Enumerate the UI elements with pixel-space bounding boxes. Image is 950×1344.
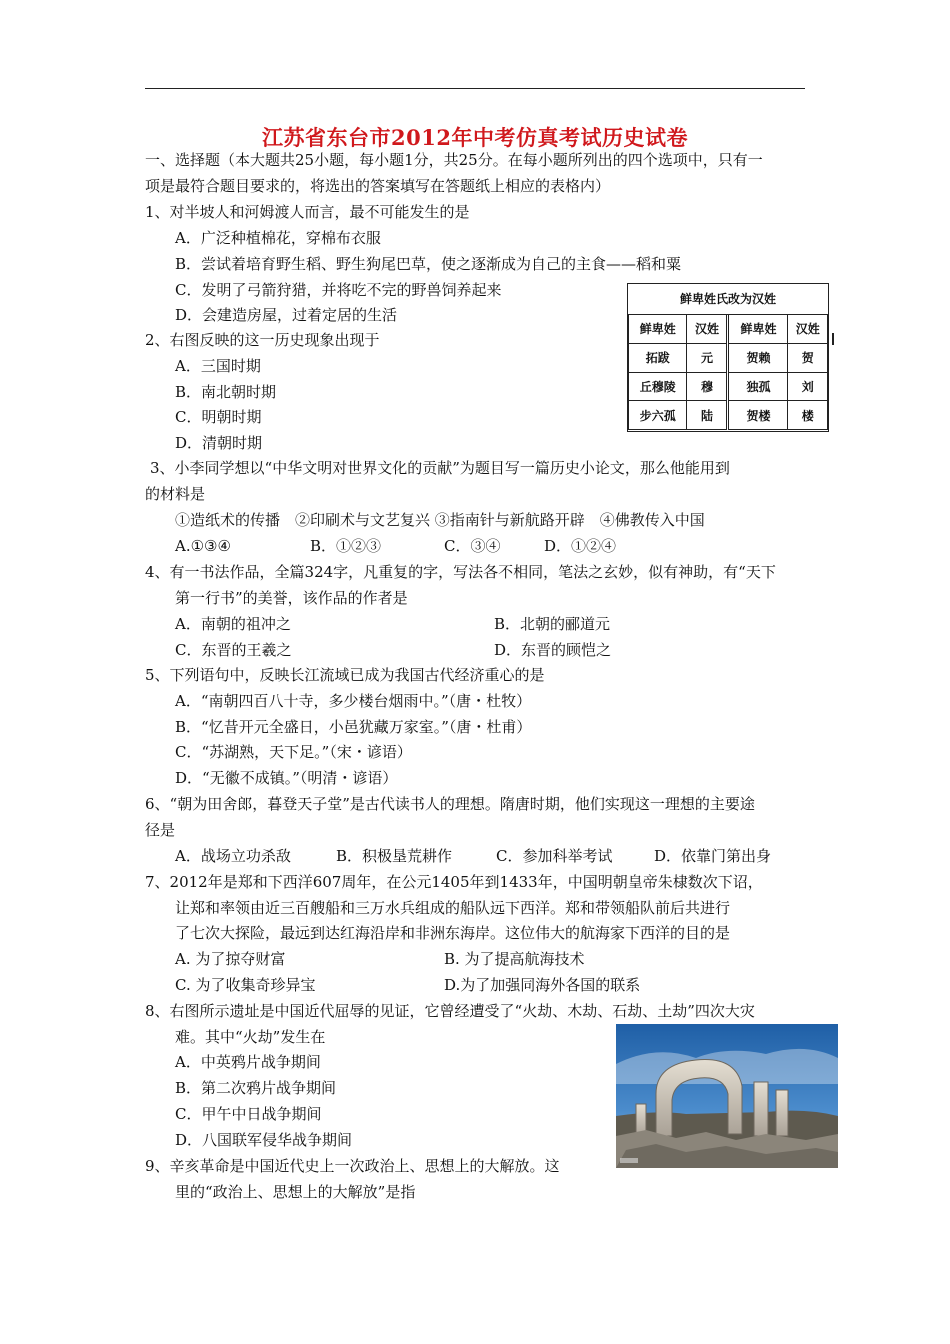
q8-option-b: B．第二次鸦片战争期间 xyxy=(175,1079,337,1097)
table-cell: 独孤 xyxy=(728,372,788,401)
table-cell: 元 xyxy=(687,343,728,372)
q6-option-c: C．参加科举考试 xyxy=(496,847,613,865)
table-cell: 贺 xyxy=(788,343,828,372)
q2-stem: 2、右图反映的这一历史现象出现于 xyxy=(145,331,380,349)
q7-option-d: D.为了加强同海外各国的联系 xyxy=(444,976,641,994)
q2-option-d: D．清朝时期 xyxy=(175,434,263,452)
q7-option-b: B. 为了提高航海技术 xyxy=(444,950,585,968)
q4-option-a: A．南朝的祖冲之 xyxy=(175,615,291,633)
table-header-cell: 汉姓 xyxy=(687,315,728,344)
q1-option-b: B．尝试着培育野生稻、野生狗尾巴草，使之逐渐成为自己的主食——稻和粟 xyxy=(175,255,682,273)
header-rule xyxy=(145,88,805,89)
table-header-cell: 鲜卑姓 xyxy=(728,315,788,344)
q9-stem-line2: 里的“政治上、思想上的大解放”是指 xyxy=(175,1183,416,1201)
table-row xyxy=(629,343,828,372)
section-intro-line1: 一、选择题（本大题共25小题，每小题1分，共25分。在每小题所列出的四个选项中，只有一 xyxy=(145,151,763,169)
q4-stem-line2: 第一行书”的美誉，该作品的作者是 xyxy=(175,589,408,607)
table-header-row xyxy=(629,315,828,344)
table-edge-mark xyxy=(832,333,834,345)
q4-option-c: C．东晋的王羲之 xyxy=(175,641,292,659)
ruins-photo xyxy=(616,1024,838,1168)
q2-option-c: C．明朝时期 xyxy=(175,408,262,426)
q3-option-c: C．③④ xyxy=(444,537,501,555)
q8-option-d: D．八国联军侵华战争期间 xyxy=(175,1131,353,1149)
q6-stem-line2: 径是 xyxy=(145,821,176,839)
table-cell: 步六孤 xyxy=(629,401,687,430)
table-row xyxy=(629,401,828,430)
q5-stem: 5、下列语句中，反映长江流域已成为我国古代经济重心的是 xyxy=(145,666,545,684)
q1-stem: 1、对半坡人和河姆渡人而言，最不可能发生的是 xyxy=(145,203,470,221)
table-header-cell: 鲜卑姓 xyxy=(629,315,687,344)
q7-option-c: C. 为了收集奇珍异宝 xyxy=(175,976,316,994)
q5-option-b: B．“忆昔开元全盛日，小邑犹藏万家室。”（唐・杜甫） xyxy=(175,718,532,736)
q2-option-a: A．三国时期 xyxy=(175,357,261,375)
section-intro-line2: 项是最符合题目要求的，将选出的答案填写在答题纸上相应的表格内） xyxy=(145,177,611,195)
table-row xyxy=(629,372,828,401)
surname-table-title: 鲜卑姓氏改为汉姓 xyxy=(628,284,828,315)
q3-items: ①造纸术的传播 ②印刷术与文艺复兴 ③指南针与新航路开辟 ④佛教传入中国 xyxy=(175,511,705,529)
page-title: 江苏省东台市2012年中考仿真考试历史试卷 xyxy=(262,125,688,150)
q6-stem-line1: 6、“朝为田舍郎，暮登天子堂”是古代读书人的理想。隋唐时期，他们实现这一理想的主要途 xyxy=(145,795,755,813)
surname-table xyxy=(628,314,828,430)
q4-option-b: B．北朝的郦道元 xyxy=(494,615,611,633)
q5-option-d: D．“无徽不成镇。”（明清・谚语） xyxy=(175,769,398,787)
q7-stem-line1: 7、2012年是郑和下西洋607周年，在公元1405年到1433年，中国明朝皇帝朱棣数次下诏， xyxy=(145,873,763,891)
q8-stem-line2: 难。其中“火劫”发生在 xyxy=(175,1028,326,1046)
table-cell: 贺楼 xyxy=(728,401,788,430)
q1-option-d: D．会建造房屋，过着定居的生活 xyxy=(175,306,398,324)
table-cell: 陆 xyxy=(687,401,728,430)
q1-option-a: A．广泛种植棉花，穿棉布衣服 xyxy=(175,229,381,247)
q1-option-c: C．发明了弓箭狩猎，并将吃不完的野兽饲养起来 xyxy=(175,281,502,299)
q7-stem-line3: 了七次大探险，最远到达红海沿岸和非洲东海岸。这位伟大的航海家下西洋的目的是 xyxy=(175,924,731,942)
q9-stem-line1: 9、辛亥革命是中国近代史上一次政治上、思想上的大解放。这 xyxy=(145,1157,560,1175)
q7-option-a: A. 为了掠夺财富 xyxy=(175,950,286,968)
table-cell: 刘 xyxy=(788,372,828,401)
q8-option-a: A．中英鸦片战争期间 xyxy=(175,1053,321,1071)
q3-option-b: B．①②③ xyxy=(310,537,382,555)
q5-option-c: C．“苏湖熟，天下足。”（宋・谚语） xyxy=(175,743,412,761)
q4-option-d: D．东晋的顾恺之 xyxy=(494,641,612,659)
table-cell: 楼 xyxy=(788,401,828,430)
table-cell: 丘穆陵 xyxy=(629,372,687,401)
table-cell: 贺赖 xyxy=(728,343,788,372)
q3-option-d: D．①②④ xyxy=(544,537,617,555)
q6-option-d: D．依靠门第出身 xyxy=(654,847,772,865)
q3-stem-line2: 的材料是 xyxy=(145,485,206,503)
q4-stem-line1: 4、有一书法作品，全篇324字，凡重复的字，写法各不相同，笔法之玄妙，似有神助，有“天下 xyxy=(145,563,776,581)
table-cell: 拓跋 xyxy=(629,343,687,372)
q5-option-a: A．“南朝四百八十寺，多少楼台烟雨中。”（唐・杜牧） xyxy=(175,692,532,710)
surname-table-figure xyxy=(627,283,829,432)
q8-stem-line1: 8、右图所示遗址是中国近代屈辱的见证，它曾经遭受了“火劫、木劫、石劫、土劫”四次大灾 xyxy=(145,1002,755,1020)
q3-option-a: A.①③④ xyxy=(175,537,231,555)
q7-stem-line2: 让郑和率领由近三百艘船和三万水兵组成的船队远下西洋。郑和带领船队前后共进行 xyxy=(175,899,731,917)
q8-option-c: C．甲午中日战争期间 xyxy=(175,1105,322,1123)
table-cell: 穆 xyxy=(687,372,728,401)
q2-option-b: B．南北朝时期 xyxy=(175,383,277,401)
q6-option-b: B．积极垦荒耕作 xyxy=(336,847,453,865)
q3-stem-line1: 3、小李同学想以“中华文明对世界文化的贡献”为题目写一篇历史小论文，那么他能用到 xyxy=(150,459,730,477)
table-header-cell: 汉姓 xyxy=(788,315,828,344)
q6-option-a: A．战场立功杀敌 xyxy=(175,847,291,865)
